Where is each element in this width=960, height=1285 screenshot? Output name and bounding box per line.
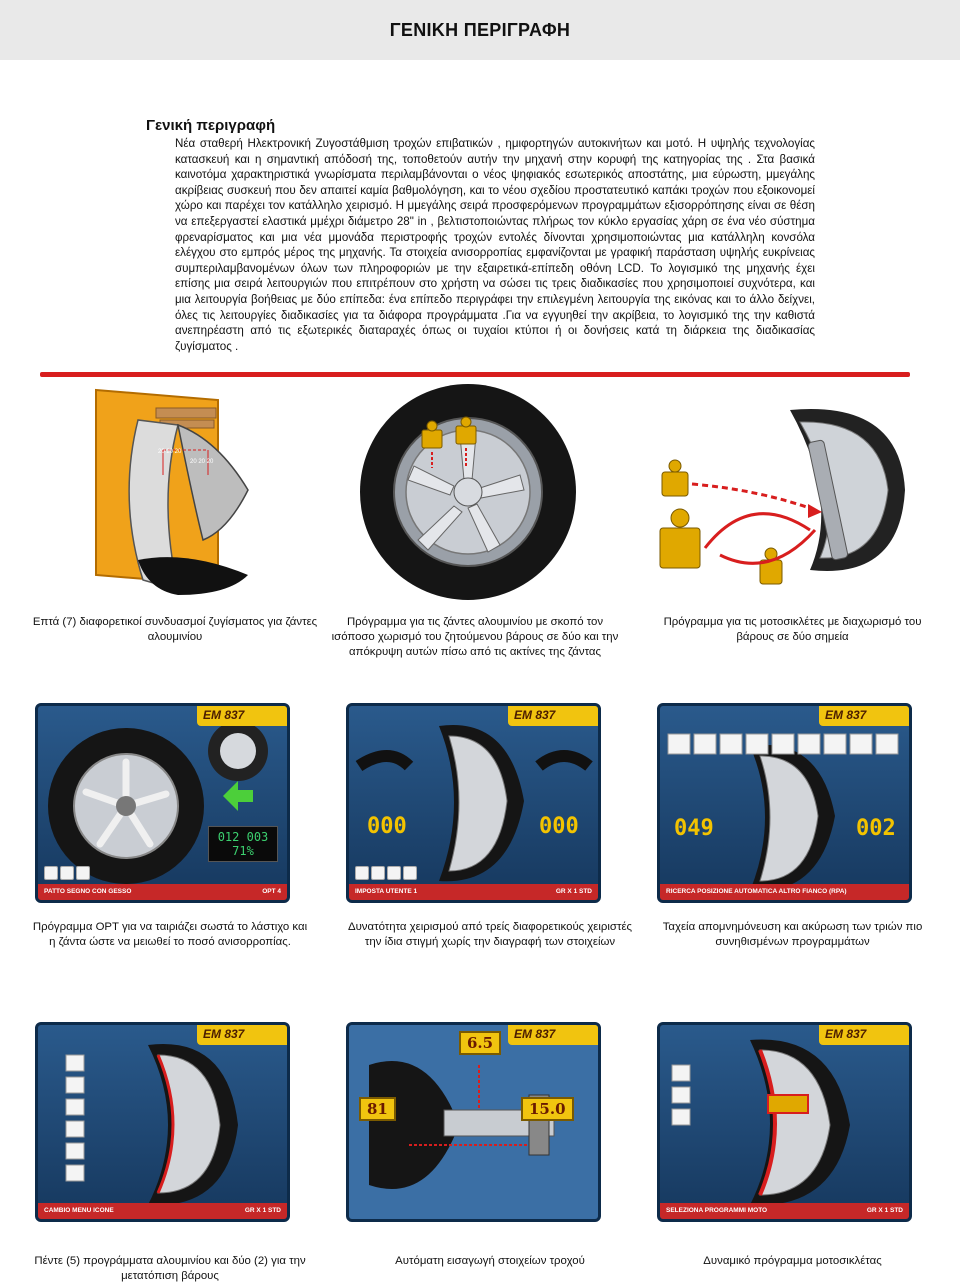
user-icon-row [355,866,417,880]
mode-icon [44,866,58,880]
footer-right: OPT 4 [262,888,281,895]
caption-bottom-2: Αυτόματη εισαγωγή στοιχείων τροχού [395,1255,585,1267]
section-title: Γενική περιγραφή [146,117,276,134]
model-badge: EM 837 [197,1025,287,1045]
caption-top-3: Πρόγραμμα για τις μοτοσικλέτες με διαχωρισμό του βάρους σε δύο σημεία [663,616,922,643]
model-badge: EM 837 [508,1025,598,1045]
opt-readout-values: 012 003 [217,830,269,844]
rim-cross-section-illustration [78,380,278,600]
intro-paragraph: Νέα σταθερή Ηλεκτρονική Ζυγοστάθμιση τροχών επιβατικών , ημιφορτηγών αυτοκινήτων και μοτό. Η υψηλής τεχνολογίας κατασκευή και η σημαντική απόδοσή της, τοποθετούν αυτήν την μηχανή στην κορυφή της κατηγορίας της . Στα βασικά καινοτόμα χαρακτηριστικά γνωρίσματα περιλαμβάνονται ο νέος ψηφιακός εσωτερικός αποστάτης, μια εύρωστη, μμεγάλης ακρίβειας συσκευή που δεν απαιτεί καμία βαθμολόγηση, και το νέου σχεδίου προστατευτικό καπάκι τροχών που εξοικονομεί χώρο και παρέχει τον κατάλληλο χειρισμό. Η μμεγάλης σειρά προσφερόμενων προγραμμάτων εξισορρόπησης είναι σε θέση να επεξεργαστεί ελαστικά μμέχρι διάμετρο 28" in , βελτιστοποιώντας πλήρως τον κύκλο εργασίας χάρη σε ένα νέο σύστημα φρεναρίσματος και μια νέα μμονάδα περιστροφής τροχών εντολές δίνονται χρησιμοποιώντας μια κατάλληλη κονσόλα ελέγχου στο εμπρός μέρος της μηχανής. Τα στοιχεία ανισορροπίας εμφανίζονται με γραφική παράσταση υψηλής ευκρίνειας συμπεριλαμβανομένων όλων των πληροφοριών με την εξαιρετικά-επίπεδη οθόνη LCD. Το λογισμικό της μηχανής έχει επίσης μια σειρά λειτουργιών που επιτρέπουν στο χρήστη να σώσει τις τρεις διαδικασίες που χρησιμοποιεί συχνότερα, και μια λειτουργία βοήθειας με δύο επίπεδα: ένα επίπεδο περιγράφει την επιλεγμένη λειτουργία της εικόνας και το άλλο δείχνει, όλες τις λειτουργίες διαδικασίες για τα διάφορα προγράμματα .Για να εγγυηθεί την ακρίβεια, το λογισμικό της την καθιστά ανεπηρέαστη από τις εξωτερικές διαταραχές όπως οι τυχαίοι κτύποι ή οι δονήσεις κατά τη διάρκεια της διαδικασίας ζυγίσματος . [175,137,815,353]
red-divider [40,372,910,377]
opt-icon-row [44,866,90,880]
opt-readout [208,826,278,862]
wheel-icon [60,866,74,880]
rim-label-right: 20 20 20 [190,459,214,465]
model-badge: EM 837 [197,706,287,726]
caption-bottom-1: Πέντε (5) προγράμματα αλουμινίου και δύο (2) για την μετατόπιση βάρους [34,1255,306,1282]
screen-footer [349,884,598,900]
page-title: ΓΕΝΙΚΗ ΠΕΡΙΓΡΑΦΗ [389,20,571,40]
settings-icon [403,866,417,880]
caption-mid-3: Ταχεία απομνημόνευση και ακύρωση των τριών πιο συνηθισμένων προγραμμάτων [662,921,923,948]
footer-label: PATTO SEGNO CON GESSO [44,888,132,895]
screen-footer [660,884,909,900]
footer-label: RICERCA POSIZIONE AUTOMATICA ALTRO FIANCO (RPA) [666,888,847,895]
screen-footer [38,884,287,900]
caption-mid-2: Δυνατότητα χειρισμού από τρείς διαφορετικούς χειριστές την ίδια στιγμή χωρίς την διαγραφή των στοιχείων [347,921,633,948]
distance-box: 81 [359,1097,396,1121]
caption-bottom-3: Δυναμικό πρόγραμμα μοτοσικλέτας [703,1255,882,1267]
rim-width-box: 6.5 [459,1031,501,1055]
left-weight-readout: 049 [674,816,714,841]
rim-label-left: 20 20 20 [158,449,182,455]
footer-right: GR X 1 STD [866,1207,903,1214]
help-icon [76,866,90,880]
opt-readout-percent: 71% [232,844,254,858]
footer-label: IMPOSTA UTENTE 1 [355,888,418,895]
user-3-icon [387,866,401,880]
caption-mid-1: Πρόγραμμα OPT για να ταιριάζει σωστά το λάστιχο και η ζάντα ώστε να μειωθεί το ποσό ανισορροπίας. [32,921,308,948]
caption-top-2: Πρόγραμμα για τις ζάντες αλουμινίου με σκοπό τον ισόποσο χωρισμό του ζητούμενου βάρους σε δύο και την απόκρυψη αυτών πίσω από τις ακτίνες της ζάντας [331,616,619,658]
user-2-icon [371,866,385,880]
screen-footer [38,1203,287,1219]
left-weight-readout: 000 [367,814,407,839]
motorcycle-wheel-weight-illustration [640,380,910,610]
user-1-icon [355,866,369,880]
caption-top-1: Επτά (7) διαφορετικοί συνδυασμοί ζυγίσματος για ζάντες αλουμινίου [32,616,318,643]
footer-label: SELEZIONA PROGRAMMI MOTO [666,1207,768,1214]
screen-opt-program [35,703,290,903]
screen-footer [660,1203,909,1219]
rim-diameter-box: 15.0 [521,1097,574,1121]
footer-right: GR X 1 STD [555,888,592,895]
screen-moto-dynamic [657,1022,912,1222]
alloy-wheel-split-weight-illustration [350,380,600,605]
screen-user-profiles [346,703,601,903]
footer-label: CAMBIO MENU ICONE [44,1207,114,1214]
model-badge: EM 837 [819,706,909,726]
model-badge: EM 837 [508,706,598,726]
screen-program-memory [657,703,912,903]
footer-right: GR X 1 STD [244,1207,281,1214]
right-weight-readout: 002 [856,816,896,841]
right-weight-readout: 000 [539,814,579,839]
model-badge: EM 837 [819,1025,909,1045]
screen-auto-data-entry [346,1022,601,1222]
screen-alloy-programs [35,1022,290,1222]
